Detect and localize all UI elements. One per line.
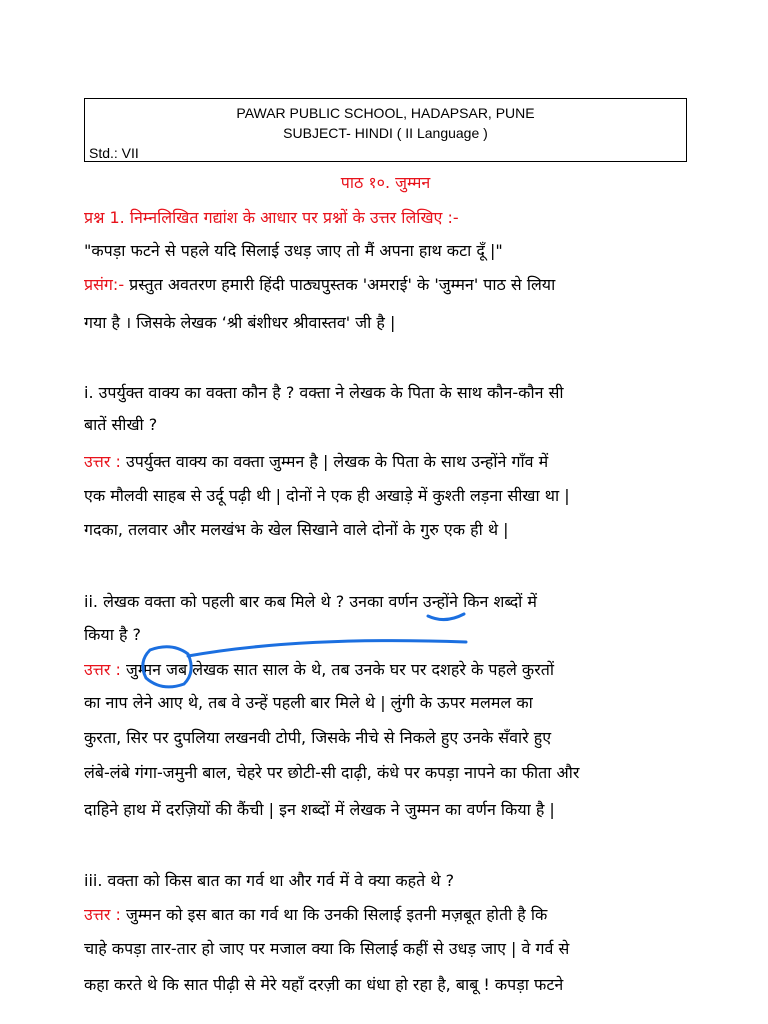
answer-label: उत्तर : (84, 452, 121, 471)
q3-answer-line-3: कहा करते थे कि सात पीढ़ी से मेरे यहाँ दरज़ी का धंधा हो रहा है, बाबू ! कपड़ा फटने (84, 975, 564, 994)
school-header-box (84, 98, 687, 162)
q3-answer-text-1: जुम्मन को इस बात का गर्व था कि उनकी सिलाई इतनी मज़बूत होती है कि (120, 905, 548, 924)
q2-answer-line-1 (84, 659, 724, 681)
q2-answer-line-5: दाहिने हाथ में दरज़ियों की कैंची | इन शब्दों में लेखक ने जुम्मन का वर्णन किया है | (84, 800, 555, 819)
q3-question-line-1: iii. वक्ता को किस बात का गर्व था और गर्व में वे क्या कहते थे ? (84, 871, 455, 890)
q1-question-line-1: i. उपर्युक्त वाक्य का वक्ता कौन है ? वक्ता ने लेखक के पिता के साथ कौन-कौन सी (84, 383, 564, 402)
question-heading: प्रश्न 1. निम्नलिखित गद्यांश के आधार पर प्रश्नों के उत्तर लिखिए :- (84, 208, 459, 227)
q2-answer-text-1: जुम्मन जब लेखक सात साल के थे, तब उनके घर पर दशहरे के पहले कुरतों (120, 660, 555, 679)
answer-label: उत्तर : (84, 660, 121, 679)
context-line-1 (84, 274, 724, 296)
q2-answer-line-4: लंबे-लंबे गंगा-जमुनी बाल, चेहरे पर छोटी-सी दाढ़ी, कंधे पर कपड़ा नापने का फीता और (84, 763, 580, 782)
q1-answer-text-1: उपर्युक्त वाक्य का वक्ता जुम्मन है | लेखक के पिता के साथ उन्होंने गाँव में (120, 452, 549, 471)
q1-answer-line-3: गदका, तलवार और मलखंभ के खेल सिखाने वाले दोनों के गुरु एक ही थे | (84, 520, 509, 539)
q3-answer-line-2: चाहे कपड़ा तार-तार हो जाए पर मजाल क्या कि सिलाई कहीं से उधड़ जाए | वे गर्व से (84, 939, 570, 958)
q1-question-line-2: बातें सीखी ? (84, 415, 158, 434)
lesson-title: पाठ १०. जुम्मन (340, 173, 431, 192)
context-label: प्रसंग:- (84, 275, 125, 294)
context-line-2: गया है । जिसके लेखक ‘श्री बंशीधर श्रीवास्तव' जी है | (84, 313, 396, 332)
q1-answer-line-2: एक मौलवी साहब से उर्दू पढ़ी थी | दोनों ने एक ही अखाड़े में कुश्ती लड़ना सीखा था | (84, 486, 570, 505)
q2-question-line-2: किया है ? (84, 625, 142, 644)
quote-text: "कपड़ा फटने से पहले यदि सिलाई उधड़ जाए तो मैं अपना हाथ कटा दूँ |" (84, 241, 503, 260)
q2-answer-line-3: कुरता, सिर पर दुपलिया लखनवी टोपी, जिसके नीचे से निकले हुए उनके सँवारे हुए (84, 728, 552, 747)
school-name: PAWAR PUBLIC SCHOOL, HADAPSAR, PUNE (236, 105, 535, 121)
underline-annotation (428, 614, 464, 620)
q2-question-line-1: ii. लेखक वक्ता को पहली बार कब मिले थे ? उनका वर्णन उन्होंने किन शब्दों में (84, 592, 537, 611)
q3-answer-line-1 (84, 904, 724, 926)
q2-answer-line-2: का नाप लेने आए थे, तब वे उन्हें पहली बार मिले थे | लुंगी के ऊपर मलमल का (84, 693, 533, 712)
answer-label: उत्तर : (84, 905, 121, 924)
context-text-1: प्रस्तुत अवतरण हमारी हिंदी पाठ्यपुस्तक 'अमराई' के 'जुम्मन' पाठ से लिया (124, 275, 556, 294)
subject-label: SUBJECT- HINDI ( II Language ) (283, 125, 488, 141)
q1-answer-line-1 (84, 451, 724, 473)
std-label: Std.: VII (89, 145, 139, 161)
